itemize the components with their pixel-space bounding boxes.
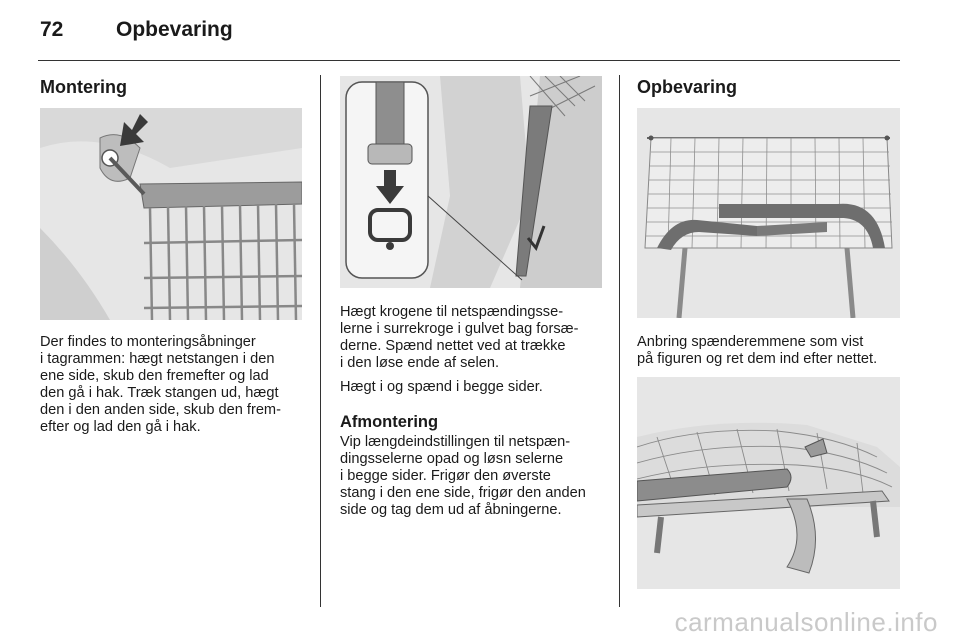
column-divider-left bbox=[320, 75, 321, 607]
column-divider-right bbox=[619, 75, 620, 607]
text-line: i begge sider. Frigør den øverste bbox=[340, 468, 551, 484]
watermark: carmanualsonline.info bbox=[674, 607, 938, 637]
section-title-montering: Montering bbox=[40, 77, 127, 97]
montering-paragraph bbox=[40, 334, 310, 436]
text-line: derne. Spænd nettet ved at trække bbox=[340, 338, 566, 354]
attach-instructions bbox=[340, 304, 610, 403]
text-line: Der findes to monteringsåbninger bbox=[40, 334, 256, 350]
text-line: lerne i surrekroge i gulvet bag forsæ- bbox=[340, 321, 579, 337]
storage-instructions bbox=[637, 334, 907, 368]
text-line: på figuren og ret dem ind efter nettet. bbox=[637, 351, 878, 367]
text-line: stang i den ene side, frigør den anden bbox=[340, 485, 586, 501]
text-line: ene side, skub den fremefter og lad bbox=[40, 368, 269, 384]
removal-instructions bbox=[340, 434, 610, 519]
figure-tension-strap bbox=[340, 76, 602, 288]
section-title-opbevaring: Opbevaring bbox=[637, 77, 738, 97]
figure-mounting-rod bbox=[40, 108, 302, 320]
text-line: den i den anden side, skub den frem- bbox=[40, 402, 281, 418]
chapter-title: Opbevaring bbox=[116, 18, 233, 41]
text-line: Hægt krogene til netspændingsse- bbox=[340, 304, 564, 320]
text-line: Hægt i og spænd i begge sider. bbox=[340, 379, 543, 395]
text-line: i den løse ende af selen. bbox=[340, 355, 500, 371]
text-line: den gå i hak. Træk stangen ud, hægt bbox=[40, 385, 279, 401]
subheading-afmontering: Afmontering bbox=[340, 413, 439, 431]
text-line: dingsselerne opad og løsn selerne bbox=[340, 451, 564, 467]
text-line: Vip længdeindstillingen til netspæn- bbox=[340, 434, 571, 450]
text-line: Anbring spænderemmene som vist bbox=[637, 334, 864, 350]
text-line: i tagrammen: hægt netstangen i den bbox=[40, 351, 275, 367]
text-line: side og tag dem ud af åbningerne. bbox=[340, 502, 562, 518]
header-rule bbox=[38, 60, 900, 61]
figure-rolled-net bbox=[637, 377, 900, 589]
page-number: 72 bbox=[40, 18, 64, 41]
figure-stored-net bbox=[637, 108, 900, 318]
text-line: efter og lad den gå i hak. bbox=[40, 419, 201, 435]
